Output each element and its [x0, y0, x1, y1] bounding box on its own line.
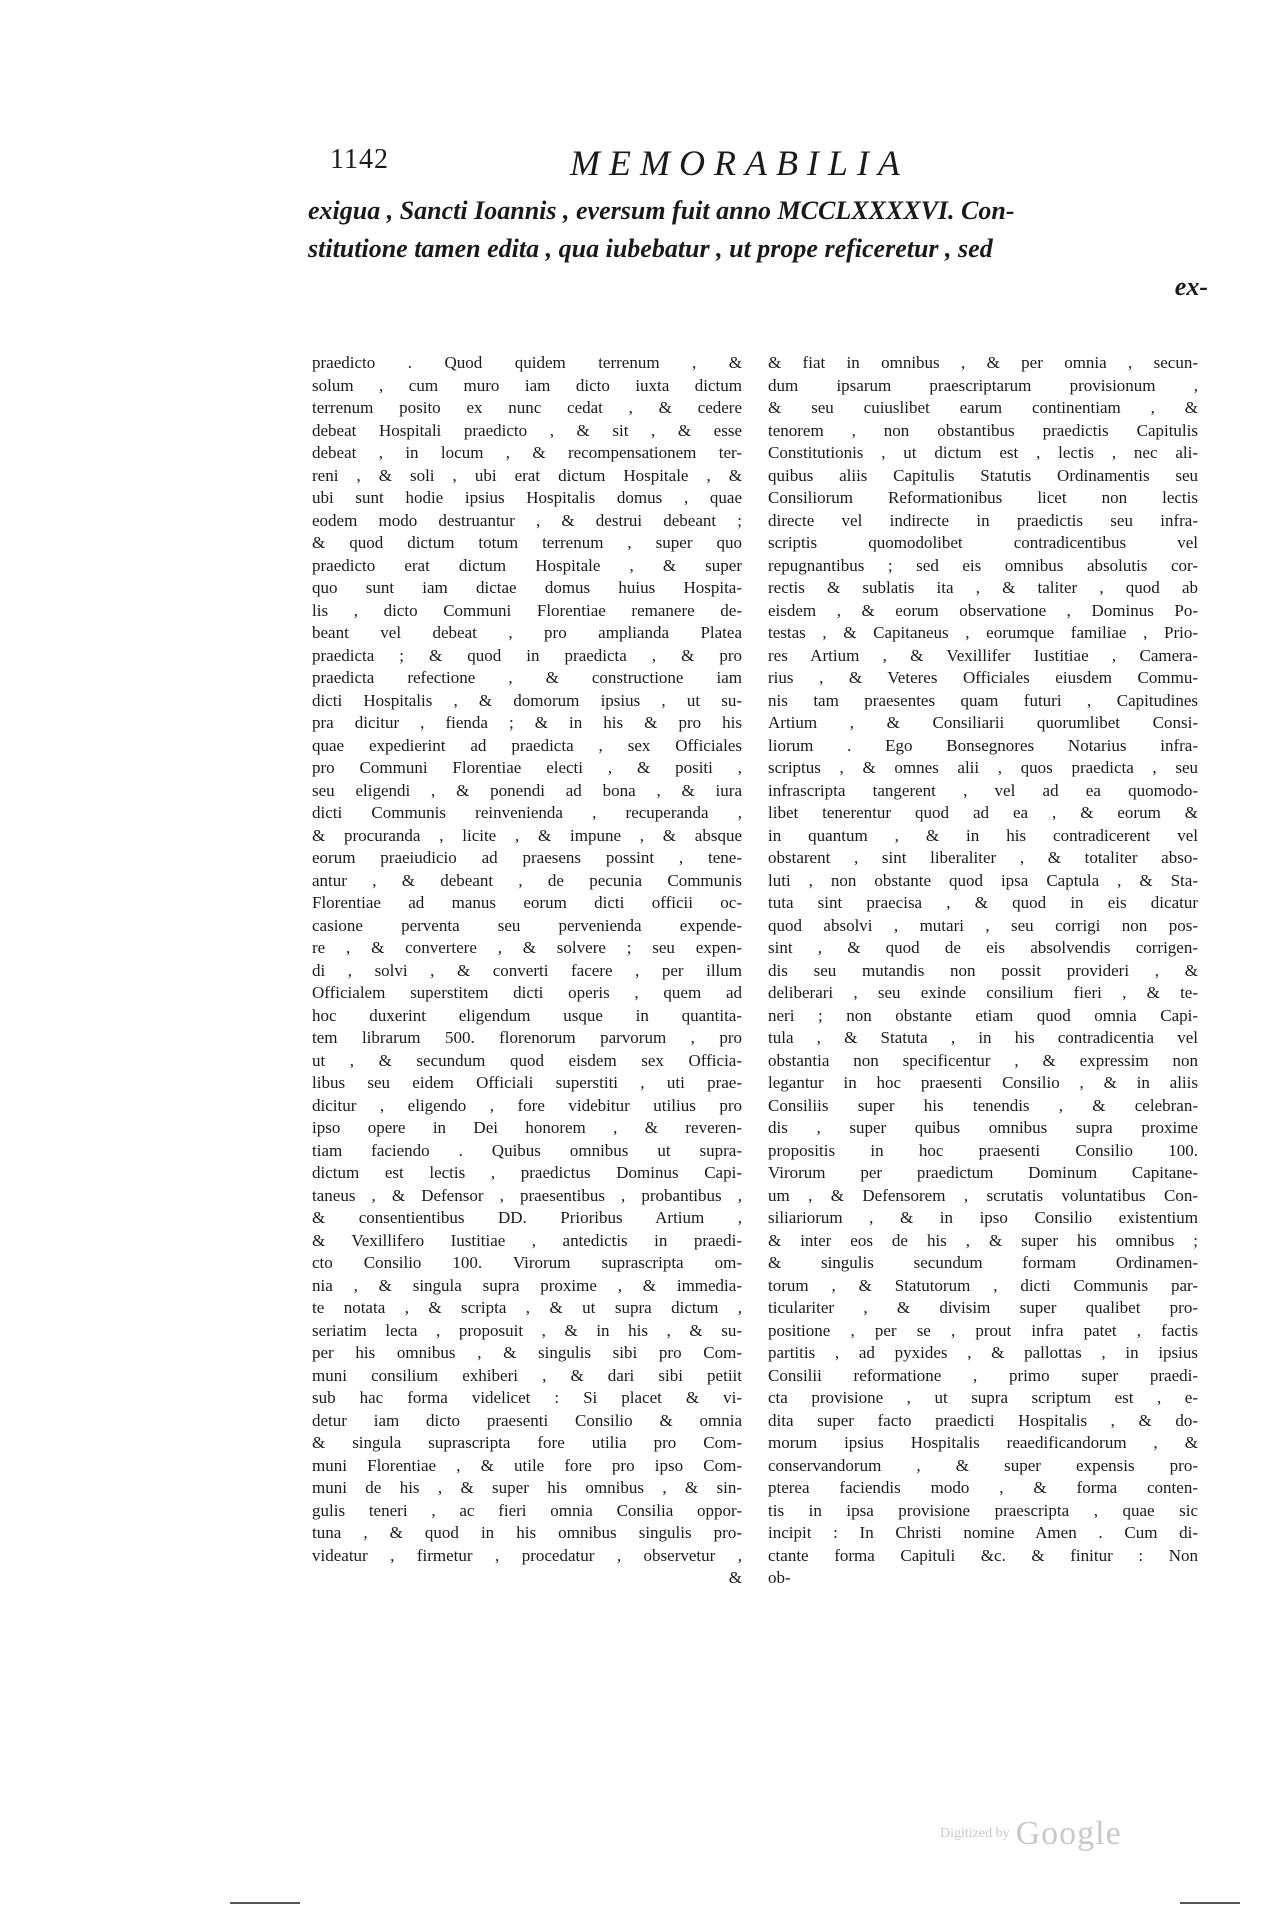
text-line: Consiliis super his tenendis , & celebran-: [768, 1095, 1198, 1115]
text-line: torum , & Statutorum , dicti Communis par-: [768, 1275, 1198, 1295]
intro-line: exigua , Sancti Ioannis , eversum fuit anno MCCLXXXXVI. Con-: [308, 196, 1015, 225]
text-line: quae expedierint ad praedicta , sex Officiales: [312, 735, 742, 755]
text-line: propositis in hoc praesenti Consilio 100.: [768, 1140, 1198, 1160]
text-line: & seu cuiuslibet earum continentiam , &: [768, 398, 1198, 417]
text-line: sub hac forma videlicet : Si placet & vi-: [312, 1388, 742, 1407]
text-line: ut , & secundum quod eisdem sex Officia-: [312, 1050, 742, 1070]
text-line: muni consilium exhiberi , & dari sibi petiit: [312, 1365, 742, 1385]
text-line: infrascripta tangerent , vel ad ea quomodo-: [768, 780, 1198, 800]
text-line: solum , cum muro iam dicto iuxta dictum: [312, 375, 742, 395]
text-line: dis seu mutandis non possit provideri , &: [768, 960, 1198, 980]
text-line: Consilii reformatione , primo super praedi-: [768, 1365, 1198, 1385]
text-line: praedicto erat dictum Hospitale , & super: [312, 555, 742, 575]
text-line: Officialem superstitem dicti operis , quem ad: [312, 983, 742, 1002]
text-line: cta provisione , ut supra scriptum est , e-: [768, 1388, 1198, 1407]
text-line: dicti Communis reinvenienda , recuperanda ,: [312, 803, 742, 822]
text-line: pterea faciendis modo , & forma conten-: [768, 1478, 1198, 1497]
text-line: eodem modo destruantur , & destrui debeant ;: [312, 510, 742, 530]
text-line: & consentientibus DD. Prioribus Artium ,: [312, 1208, 742, 1227]
text-line: siliariorum , & in ipso Consilio existentium: [768, 1208, 1198, 1227]
text-line: re , & convertere , & solvere ; seu expen-: [312, 938, 742, 957]
text-line: reni , & soli , ubi erat dictum Hospitale , &: [312, 465, 742, 485]
text-line: quibus aliis Capitulis Statutis Ordinamentis seu: [768, 465, 1198, 485]
text-line: & Vexillifero Iustitiae , antedictis in praedi-: [312, 1230, 742, 1250]
text-line: di , solvi , & converti facere , per illum: [312, 960, 742, 980]
text-line: debeat , in locum , & recompensationem ter-: [312, 443, 742, 462]
text-line: praedicto . Quod quidem terrenum , &: [312, 353, 742, 372]
scan-edge-mark: [230, 1902, 300, 1904]
intro-line: stitutione tamen edita , qua iubebatur , ut prope reficeretur , sed: [308, 234, 993, 263]
text-line: cto Consilio 100. Virorum suprascripta om-: [312, 1253, 742, 1272]
text-line: dicti Hospitalis , & domorum ipsius , ut su-: [312, 690, 742, 710]
text-line: &: [728, 1568, 742, 1587]
text-line: scriptis quomodolibet contradicentibus vel: [768, 533, 1198, 552]
text-line: directe vel indirecte in praedictis seu infra-: [768, 510, 1198, 530]
text-line: ctante forma Capituli &c. & finitur : Non: [768, 1545, 1198, 1565]
text-line: lis , dicto Communi Florentiae remanere de-: [312, 600, 742, 620]
text-line: debeat Hospitali praedicto , & sit , & esse: [312, 420, 742, 440]
text-line: seriatim lecta , proposuit , & in his , & su-: [312, 1320, 742, 1340]
text-line: rius , & Veteres Officiales eiusdem Commu-: [768, 668, 1198, 687]
text-line: scriptus , & omnes alii , quos praedicta , seu: [768, 758, 1198, 777]
text-line: morum ipsius Hospitalis reaedificandorum , &: [768, 1433, 1198, 1452]
left-column: [312, 352, 742, 1590]
text-line: quo sunt iam dictae domus huius Hospita-: [312, 578, 742, 597]
text-line: dis , super quibus omnibus supra proxime: [768, 1118, 1198, 1137]
text-line: & quod dictum totum terrenum , super quo: [312, 533, 742, 552]
text-line: in quantum , & in his contradicerent vel: [768, 825, 1198, 845]
intro-line: ex-: [1174, 272, 1208, 301]
text-line: Consiliorum Reformationibus licet non lectis: [768, 488, 1198, 507]
text-line: ticulariter , & divisim super qualibet pro-: [768, 1298, 1198, 1317]
text-line: seu eligendi , & ponendi ad bona , & iura: [312, 780, 742, 800]
intro-paragraph: [308, 192, 1208, 306]
text-line: obstarent , sint liberaliter , & totaliter abso-: [768, 848, 1198, 867]
text-line: antur , & debeant , de pecunia Communis: [312, 870, 742, 890]
text-line: res Artium , & Vexillifer Iustitiae , Camera-: [768, 645, 1198, 665]
text-line: nis tam praesentes quam futuri , Capitudines: [768, 690, 1198, 710]
text-line: eorum praeiudicio ad praesens possint , tene-: [312, 848, 742, 867]
watermark-brand: Google: [1015, 1815, 1122, 1852]
text-line: sint , & quod de eis absolvendis corrigen-: [768, 938, 1198, 957]
text-line: deliberari , seu exinde consilium fieri , & te-: [768, 983, 1198, 1002]
text-line: liorum . Ego Bonsegnores Notarius infra-: [768, 735, 1198, 755]
text-line: praedicta ; & quod in praedicta , & pro: [312, 645, 742, 665]
text-line: per his omnibus , & singulis sibi pro Com-: [312, 1343, 742, 1362]
text-line: dicitur , eligendo , fore videbitur utilius pro: [312, 1095, 742, 1115]
text-line: quod absolvi , mutari , seu corrigi non pos-: [768, 915, 1198, 935]
text-line: gulis teneri , ac fieri omnia Consilia oppor-: [312, 1500, 742, 1520]
text-line: & singulis secundum formam Ordinamen-: [768, 1253, 1198, 1272]
text-line: rectis & sublatis ita , & taliter , quod ab: [768, 578, 1198, 597]
text-line: Artium , & Consiliarii quorumlibet Consi-: [768, 713, 1198, 732]
text-line: muni Florentiae , & utile fore pro ipso Com-: [312, 1455, 742, 1475]
text-line: legantur in hoc praesenti Consilio , & in aliis: [768, 1073, 1198, 1092]
running-head: [330, 142, 970, 182]
text-line: hoc duxerint eligendum usque in quantita-: [312, 1005, 742, 1025]
text-line: terrenum posito ex nunc cedat , & cedere: [312, 398, 742, 417]
text-line: luti , non obstante quod ipsa Captula , & Sta-: [768, 870, 1198, 890]
text-line: videatur , firmetur , procedatur , observetur ,: [312, 1545, 742, 1565]
text-line: casione perventa seu pervenienda expende-: [312, 915, 742, 935]
text-line: beant vel debeat , pro amplianda Platea: [312, 623, 742, 642]
text-line: tuna , & quod in his omnibus singulis pro-: [312, 1523, 742, 1542]
text-line: repugnantibus ; sed eis omnibus absolutis cor-: [768, 555, 1198, 575]
text-line: tis in ipsa provisione praescripta , quae sic: [768, 1500, 1198, 1520]
text-line: pro Communi Florentiae electi , & positi ,: [312, 758, 742, 777]
scan-edge-mark: [1180, 1902, 1240, 1904]
page-number: 1142: [330, 144, 389, 175]
text-line: & inter eos de his , & super his omnibus ;: [768, 1230, 1198, 1250]
text-line: tiam faciendo . Quibus omnibus ut supra-: [312, 1140, 742, 1160]
text-line: ipso opere in Dei honorem , & reveren-: [312, 1118, 742, 1137]
text-line: dum ipsarum praescriptarum provisionum ,: [768, 375, 1198, 395]
text-line: muni de his , & super his omnibus , & sin-: [312, 1478, 742, 1497]
text-line: obstantia non specificentur , & expressim non: [768, 1050, 1198, 1070]
text-line: tem librarum 500. florenorum parvorum , pro: [312, 1028, 742, 1047]
text-line: tuta sint praecisa , & quod in eis dicatur: [768, 893, 1198, 912]
text-line: neri ; non obstante etiam quod omnia Capi-: [768, 1005, 1198, 1025]
text-line: ob-: [768, 1568, 791, 1587]
text-line: te notata , & scripta , & ut supra dictum ,: [312, 1298, 742, 1317]
text-line: libet tenerentur quod ad ea , & eorum &: [768, 803, 1198, 822]
text-line: & singula suprascripta fore utilia pro Com-: [312, 1433, 742, 1452]
text-line: dictum est lectis , praedictus Dominus Capi-: [312, 1163, 742, 1182]
text-line: pra dicitur , fienda ; & in his & pro his: [312, 713, 742, 732]
watermark-prefix: Digitized by: [940, 1826, 1010, 1841]
text-line: taneus , & Defensor , praesentibus , probantibus ,: [312, 1185, 742, 1205]
right-column: [768, 352, 1198, 1590]
text-line: praedicta refectione , & constructione iam: [312, 668, 742, 687]
text-line: Constitutionis , ut dictum est , lectis , nec ali-: [768, 443, 1198, 462]
text-line: conservandorum , & super expensis pro-: [768, 1455, 1198, 1475]
text-line: libus seu eidem Officiali superstiti , uti prae-: [312, 1073, 742, 1092]
text-line: nia , & singula supra proxime , & immedia-: [312, 1275, 742, 1295]
text-line: tenorem , non obstantibus praedictis Capitulis: [768, 420, 1198, 440]
text-line: Virorum per praedictum Dominum Capitane-: [768, 1163, 1198, 1182]
text-line: detur iam dicto praesenti Consilio & omnia: [312, 1410, 742, 1430]
book-title: MEMORABILIA: [570, 143, 909, 183]
text-line: tula , & Statuta , in his contradicentia vel: [768, 1028, 1198, 1047]
text-line: testas , & Capitaneus , eorumque familiae , Prio-: [768, 623, 1198, 642]
text-line: dita super facto praedicti Hospitalis , & do-: [768, 1410, 1198, 1430]
text-line: eisdem , & eorum observatione , Dominus Po-: [768, 600, 1198, 620]
text-line: & procuranda , licite , & impune , & absque: [312, 825, 742, 845]
digitization-watermark: [940, 1815, 1122, 1853]
text-line: ubi sunt hodie ipsius Hospitalis domus , quae: [312, 488, 742, 507]
text-line: positione , per se , prout infra patet , factis: [768, 1320, 1198, 1340]
text-line: partitis , ad pyxides , & pallottas , in ipsius: [768, 1343, 1198, 1362]
text-line: Florentiae ad manus eorum dicti officii oc-: [312, 893, 742, 912]
text-line: um , & Defensorem , scrutatis voluntatibus Con-: [768, 1185, 1198, 1205]
text-line: incipit : In Christi nomine Amen . Cum di-: [768, 1523, 1198, 1542]
text-line: & fiat in omnibus , & per omnia , secun-: [768, 353, 1198, 372]
